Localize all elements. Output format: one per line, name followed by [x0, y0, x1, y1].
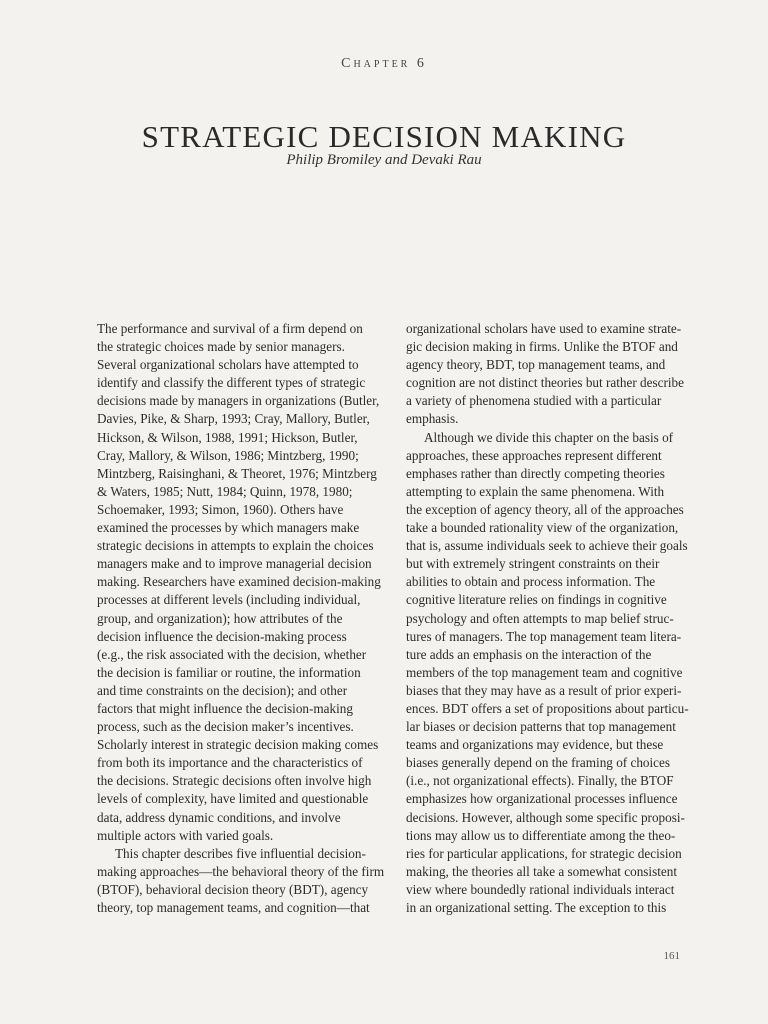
text-line: gic decision making in firms. Unlike the BTOF and [406, 339, 678, 355]
text-line: Scholarly interest in strategic decision making comes [97, 737, 379, 753]
text-line: The performance and survival of a firm depend on [97, 321, 363, 336]
text-line: identify and classify the different types of strategic [97, 375, 366, 391]
text-line: attempting to explain the same phenomena. With [406, 483, 665, 499]
text-line: emphasizes how organizational processes influence [406, 791, 678, 807]
text-line: emphases rather than directly competing theories [406, 465, 665, 481]
chapter-label: Chapter 6 [341, 56, 427, 71]
text-line: multiple actors with varied goals. [97, 827, 274, 843]
text-line: strategic decisions in attempts to explain the choices [97, 538, 374, 554]
text-line: take a bounded rationality view of the organization, [406, 520, 679, 536]
text-line: managers make and to improve managerial decision [97, 556, 372, 572]
text-line: factors that might influence the decision-making [97, 700, 353, 716]
left-column [97, 320, 385, 917]
text-line: decisions made by managers in organizations (Butler, [97, 393, 380, 409]
text-line: Davies, Pike, & Sharp, 1993; Cray, Mallory, Butler, [97, 411, 370, 427]
text-line: tures of managers. The top management team litera- [406, 628, 682, 644]
text-line: making, the theories all take a somewhat consistent [406, 863, 678, 879]
text-line: the exception of agency theory, all of the approaches [406, 501, 684, 517]
text-line: cognition are not distinct theories but rather describe [406, 375, 684, 391]
text-line: making. Researchers have examined decision-making [97, 574, 381, 590]
text-line: decisions. However, although some specific proposi- [406, 809, 685, 825]
text-line: emphasis. [406, 411, 459, 427]
text-line: from both its importance and the characteristics of [97, 755, 363, 771]
right-paragraph-2 [406, 429, 689, 918]
text-line: (e.g., the risk associated with the decision, whether [97, 646, 367, 662]
text-line: ture adds an emphasis on the interaction of the [406, 646, 652, 662]
text-line: approaches, these approaches represent different [406, 447, 662, 463]
text-line: levels of complexity, have limited and questionable [97, 791, 369, 807]
text-line: biases generally depend on the framing of choices [406, 755, 671, 771]
text-line: Schoemaker, 1993; Simon, 1960). Others have [97, 501, 344, 517]
text-line: the decision is familiar or routine, the information [97, 664, 361, 680]
text-line: Although we divide this chapter on the basis of [424, 429, 674, 445]
text-line: the strategic choices made by senior managers. [97, 339, 345, 355]
text-line: the decisions. Strategic decisions often involve high [97, 773, 372, 789]
left-paragraph-2 [97, 845, 385, 917]
text-line: but with extremely stringent constraints on their [406, 556, 660, 572]
right-paragraph-1 [406, 320, 689, 429]
text-line: abilities to obtain and process information. The [406, 574, 656, 590]
text-line: data, address dynamic conditions, and involve [97, 809, 341, 825]
page-number: 161 [663, 950, 680, 962]
text-line: processes at different levels (including individual, [97, 592, 361, 608]
text-line: (i.e., not organizational effects). Finally, the BTOF [406, 773, 674, 789]
text-line: Several organizational scholars have attempted to [97, 357, 359, 373]
text-line: that is, assume individuals seek to achieve their goals [406, 538, 688, 554]
text-line: ences. BDT offers a set of propositions about particu- [406, 700, 689, 716]
text-line: examined the processes by which managers make [97, 520, 360, 536]
text-line: and time constraints on the decision); and other [97, 682, 348, 698]
right-column [406, 320, 689, 917]
text-line: lar biases or decision patterns that top management [406, 719, 676, 735]
text-line: organizational scholars have used to examine strate- [406, 321, 682, 336]
text-line: in an organizational setting. The exception to this [406, 900, 667, 915]
text-line: psychology and often attempts to map belief struc- [406, 610, 674, 626]
text-line: making approaches—the behavioral theory of the firm [97, 863, 385, 879]
text-line: Hickson, & Wilson, 1988, 1991; Hickson, Butler, [97, 429, 358, 445]
text-line: Mintzberg, Raisinghani, & Theoret, 1976; Mintzberg [97, 465, 377, 481]
text-line: ries for particular applications, for strategic decision [406, 845, 682, 861]
text-line: (BTOF), behavioral decision theory (BDT), agency [97, 881, 369, 897]
text-line: group, and organization); how attributes of the [97, 610, 343, 626]
text-line: decision influence the decision-making process [97, 628, 347, 644]
text-line: agency theory, BDT, top management teams, and [406, 357, 666, 373]
text-line: Cray, Mallory, & Wilson, 1986; Mintzberg, 1990; [97, 447, 359, 463]
text-line: teams and organizations may evidence, but these [406, 737, 664, 753]
text-line: This chapter describes five influential decision- [115, 845, 366, 861]
left-paragraph-1 [97, 320, 380, 845]
chapter-title: STRATEGIC DECISION MAKING [141, 118, 627, 154]
text-line: theory, top management teams, and cognition—that [97, 900, 370, 915]
text-line: tions may allow us to differentiate among the theo- [406, 827, 676, 843]
text-line: view where boundedly rational individuals interact [406, 881, 675, 897]
text-line: a variety of phenomena studied with a particular [406, 393, 662, 409]
text-line: members of the top management team and cognitive [406, 664, 683, 680]
text-line: cognitive literature relies on findings in cognitive [406, 592, 667, 608]
chapter-authors: Philip Bromiley and Devaki Rau [286, 152, 482, 168]
text-line: biases that they may have as a result of prior experi- [406, 682, 682, 698]
text-line: process, such as the decision maker’s incentives. [97, 719, 354, 735]
text-line: & Waters, 1985; Nutt, 1984; Quinn, 1978, 1980; [97, 483, 353, 499]
